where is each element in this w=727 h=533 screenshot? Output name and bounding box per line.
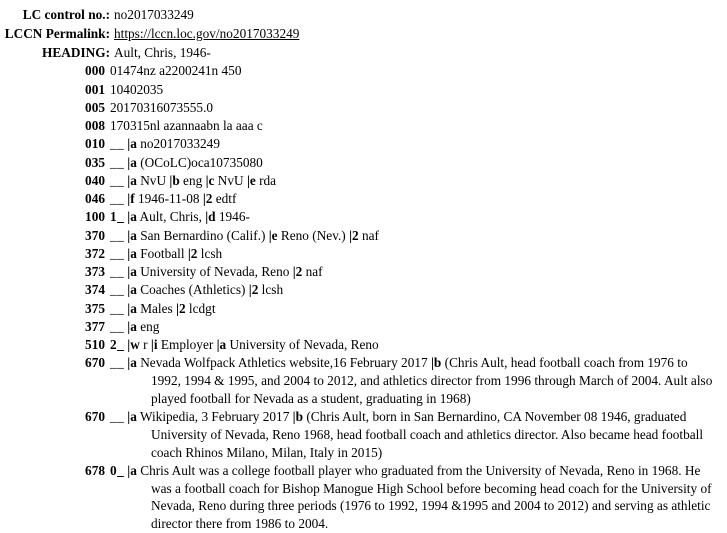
subfield-code: |c — [205, 172, 215, 188]
marc-tag: 372 — [85, 245, 105, 261]
marc-indicators: __ — [110, 172, 125, 188]
subfield-code: |a — [127, 300, 137, 316]
marc-field-body — [110, 81, 727, 99]
marc-field-body — [110, 300, 727, 318]
marc-field-content: 10402035 — [110, 81, 164, 97]
marc-field-body — [110, 462, 727, 533]
marc-indicators: __ — [110, 300, 125, 316]
marc-field-row — [0, 462, 727, 533]
marc-field-body — [110, 208, 727, 226]
header-value: no2017033249 — [114, 7, 194, 22]
marc-indicators: __ — [110, 154, 125, 170]
subfield-code: |a — [127, 172, 137, 188]
marc-tag: 510 — [85, 337, 105, 352]
subfield-code: |a — [127, 227, 137, 243]
marc-field-row — [0, 154, 727, 172]
marc-field-body — [110, 172, 727, 190]
marc-field-row — [0, 172, 727, 190]
marc-field-row — [0, 336, 727, 354]
marc-field-body — [110, 281, 727, 299]
marc-field-content: |a Males |2 lcdgt — [127, 300, 216, 316]
marc-field-content: |f 1946-11-08 |2 edtf — [127, 191, 237, 206]
marc-field-content: |a Football |2 lcsh — [127, 245, 223, 261]
subfield-code: |d — [205, 209, 216, 225]
subfield-code: |a — [127, 282, 137, 298]
subfield-code: |2 — [292, 264, 303, 279]
marc-field-content: |a Coaches (Athletics) |2 lcsh — [127, 282, 284, 298]
header-row — [0, 6, 727, 24]
marc-field-content: |a San Bernardino (Calif.) |e Reno (Nev.) |2 naf — [127, 227, 379, 243]
header-label: LCCN Permalink: — [4, 25, 110, 41]
marc-indicators: __ — [110, 409, 125, 424]
subfield-code: |2 — [202, 191, 213, 206]
header-label: HEADING: — [42, 44, 110, 60]
marc-field-content: |a Chris Ault was a college football player who graduated from the University of Nevada, Reno in 1968. He was a football coach for Bishop Manogue High School before becoming head coach for the University of Nevada, Reno during three periods (1976 to 1992, 1994 &1995 and 2004 to 2012) and serving as athletic director there from 1986 to 2004. — [127, 462, 712, 531]
marc-field-body — [110, 62, 727, 80]
marc-indicators: __ — [110, 264, 125, 279]
marc-field-row — [0, 62, 727, 80]
marc-field-row — [0, 208, 727, 226]
marc-field-content: |a Nevada Wolfpack Athletics website,16 February 2017 |b (Chris Ault, head football coach from 1976 to 1992, 1994 & 1995, and 2004 to 2012, and athletics director from 1996 through March of 2004. Ault also played football for Nevada as a student, graduating in 1968) — [127, 355, 713, 406]
marc-indicators: __ — [110, 355, 125, 371]
marc-field-content: |a no2017033249 — [127, 136, 220, 152]
marc-field-body — [110, 336, 727, 354]
header-row — [0, 25, 727, 43]
marc-field-row — [0, 300, 727, 318]
marc-field-body — [110, 227, 727, 245]
marc-field-row — [0, 354, 727, 407]
subfield-code: |f — [127, 191, 135, 206]
subfield-code: |b — [430, 355, 442, 371]
marc-field-content: 170315nl azannaabn la aaa c — [110, 118, 263, 133]
marc-tag: 001 — [85, 81, 105, 97]
subfield-code: |e — [246, 172, 256, 188]
header-label: LC control no.: — [22, 7, 110, 22]
marc-field-body — [110, 135, 727, 153]
marc-field-row — [0, 281, 727, 299]
marc-tag: 040 — [85, 172, 105, 188]
subfield-code: |a — [127, 355, 137, 371]
header-value — [114, 25, 727, 43]
marc-field-row — [0, 318, 727, 336]
subfield-code: |a — [216, 337, 227, 352]
subfield-code: |a — [127, 318, 137, 334]
subfield-code: |a — [127, 136, 137, 152]
marc-field-row — [0, 117, 727, 135]
marc-field-row — [0, 408, 727, 461]
subfield-code: |a — [127, 154, 137, 170]
marc-tag: 670 — [85, 409, 105, 424]
lccn-permalink-link[interactable]: https://lccn.loc.gov/no2017033249 — [114, 25, 300, 41]
header-row — [0, 44, 727, 62]
marc-field-body — [110, 190, 727, 208]
marc-field-content: |a Ault, Chris, |d 1946- — [127, 209, 250, 225]
marc-indicators: __ — [110, 191, 125, 206]
subfield-code: |i — [150, 337, 158, 352]
subfield-code: |a — [127, 462, 137, 478]
marc-field-content: |a University of Nevada, Reno |2 naf — [127, 264, 323, 279]
subfield-code: |b — [292, 409, 303, 424]
subfield-code: |a — [127, 264, 137, 279]
marc-tag: 377 — [85, 318, 105, 334]
marc-indicators: __ — [110, 136, 125, 152]
subfield-code: |2 — [248, 282, 259, 298]
subfield-code: |2 — [187, 245, 198, 261]
marc-tag: 373 — [85, 264, 105, 279]
marc-field-content: |a eng — [127, 318, 160, 334]
marc-field-content: |a NvU |b eng |c NvU |e rda — [127, 172, 277, 188]
marc-indicators: __ — [110, 227, 125, 243]
subfield-code: |w — [127, 337, 140, 352]
marc-field-body — [110, 117, 727, 135]
marc-field-row — [0, 81, 727, 99]
marc-field-content: |a (OCoLC)oca10735080 — [127, 154, 263, 170]
marc-tag: 678 — [85, 462, 105, 478]
marc-tag: 100 — [85, 209, 105, 225]
marc-tag: 375 — [85, 300, 105, 316]
marc-indicators: 1_ — [110, 209, 125, 225]
marc-field-row — [0, 245, 727, 263]
subfield-code: |a — [127, 209, 137, 225]
marc-tag: 005 — [85, 99, 105, 115]
marc-indicators: __ — [110, 282, 125, 298]
marc-indicators: __ — [110, 318, 125, 334]
marc-indicators: __ — [110, 245, 125, 261]
marc-tag: 670 — [85, 355, 105, 371]
marc-field-body — [110, 354, 727, 407]
marc-field-row — [0, 263, 727, 281]
marc-field-body — [110, 99, 727, 117]
subfield-code: |b — [169, 172, 180, 188]
marc-tag: 035 — [85, 154, 105, 170]
marc-field-body — [110, 154, 727, 172]
marc-tag: 046 — [85, 191, 105, 206]
marc-tag: 008 — [85, 118, 105, 133]
marc-field-row — [0, 227, 727, 245]
marc-field-body — [110, 318, 727, 336]
marc-field-content: 01474nz a2200241n 450 — [110, 63, 242, 79]
marc-tag: 000 — [85, 63, 105, 79]
marc-tag: 010 — [85, 136, 105, 152]
marc-field-body — [110, 263, 727, 281]
subfield-code: |e — [268, 227, 278, 243]
marc-field-body — [110, 408, 727, 461]
marc-field-row — [0, 135, 727, 153]
subfield-code: |a — [127, 245, 137, 261]
marc-field-body — [110, 245, 727, 263]
marc-field-row — [0, 190, 727, 208]
marc-indicators: 2_ — [110, 337, 125, 352]
subfield-code: |2 — [349, 227, 359, 243]
marc-field-content: |a Wikipedia, 3 February 2017 |b (Chris Ault, born in San Bernardino, CA November 08 1946, graduated University of Nevada, Reno 1968, head football coach and athletics director. Also became head football coach Rhinos Milano, Milan, Italy in 2015) — [127, 409, 704, 460]
subfield-code: |a — [127, 409, 137, 424]
record-header — [0, 6, 727, 61]
marc-tag: 374 — [85, 282, 105, 298]
marc-field-content: |w r |i Employer |a University of Nevada, Reno — [127, 337, 379, 352]
subfield-code: |2 — [176, 300, 186, 316]
marc-field-list — [0, 62, 727, 533]
marc-indicators: 0_ — [110, 462, 125, 478]
marc-field-row — [0, 99, 727, 117]
header-value: Ault, Chris, 1946- — [114, 44, 211, 60]
marc-field-content: 20170316073555.0 — [110, 99, 214, 115]
marc-tag: 370 — [85, 227, 105, 243]
